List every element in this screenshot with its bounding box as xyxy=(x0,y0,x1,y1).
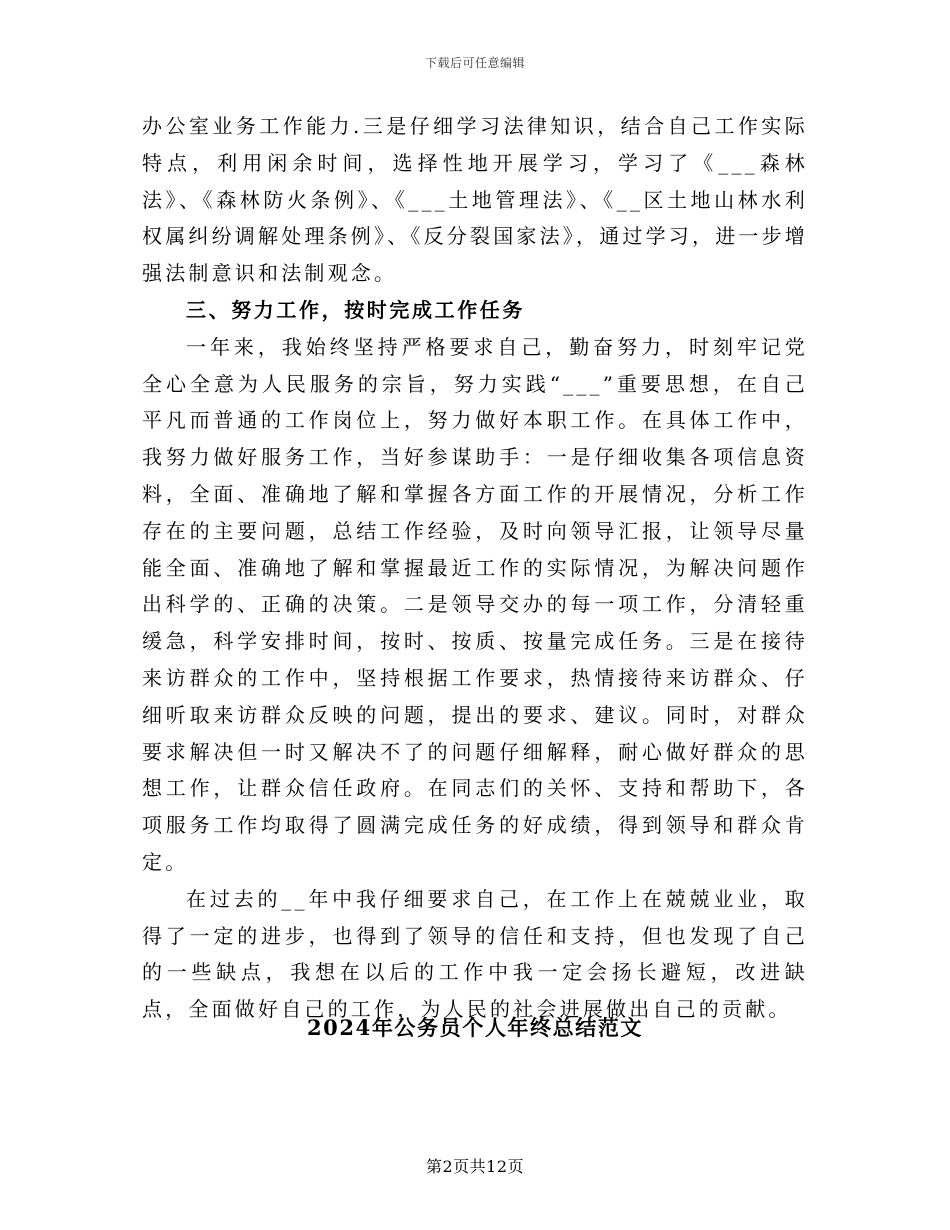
paragraph-conclusion: 在过去的__年中我仔细要求自己，在工作上在兢兢业业，取得了一定的进步，也得到了领导的信任和支持，但也发现了自己的一些缺点，我想在以后的工作中我一定会扬长避短，改进缺点，全面做好自己的工作，为人民的社会进展做出自己的贡献。 xyxy=(142,886,808,1022)
document-title: 2024年公务员个人年终总结范文 xyxy=(306,1015,644,1040)
paragraph-legal-study: 办公室业务工作能力.三是仔细学习法律知识，结合自己工作实际特点，利用闲余时间，选择性地开展学习，学习了《___森林法》、《森林防火条例》、《___土地管理法》、《__区土地山林水利权属纠纷调解处理条例》、《反分裂国家法》，通过学习，进一步增强法制意识和法制观念。 xyxy=(142,114,808,286)
paragraph-work-duties: 一年来，我始终坚持严格要求自己，勤奋努力，时刻牢记党全心全意为人民服务的宗旨，努力实践“___”重要思想，在自己平凡而普通的工作岗位上，努力做好本职工作。在具体工作中，我努力做好服务工作，当好参谋助手：一是仔细收集各项信息资料，全面、准确地了解和掌握各方面工作的开展情况，分析工作存在的主要问题，总结工作经验，及时向领导汇报，让领导尽量能全面、准确地了解和掌握最近工作的实际情况，为解决问题作出科学的、正确的决策。二是领导交办的每一项工作，分清轻重缓急，科学安排时间，按时、按质、按量完成任务。三是在接待来访群众的工作中，坚持根据工作要求，热情接待来访群众、仔细听取来访群众反映的问题，提出的要求、建议。同时，对群众要求解决但一时又解决不了的问题仔细解释，耐心做好群众的思想工作，让群众信任政府。在同志们的关怀、支持和帮助下，各项服务工作均取得了圆满完成任务的好成绩，得到领导和群众肯定。 xyxy=(142,334,808,874)
document-body xyxy=(142,108,808,1028)
section-heading-work: 三、努力工作，按时完成工作任务 xyxy=(186,297,525,322)
page-header-note: 下载后可任意编辑 xyxy=(424,56,525,70)
page-footer: 第2页共12页 xyxy=(425,1157,525,1176)
